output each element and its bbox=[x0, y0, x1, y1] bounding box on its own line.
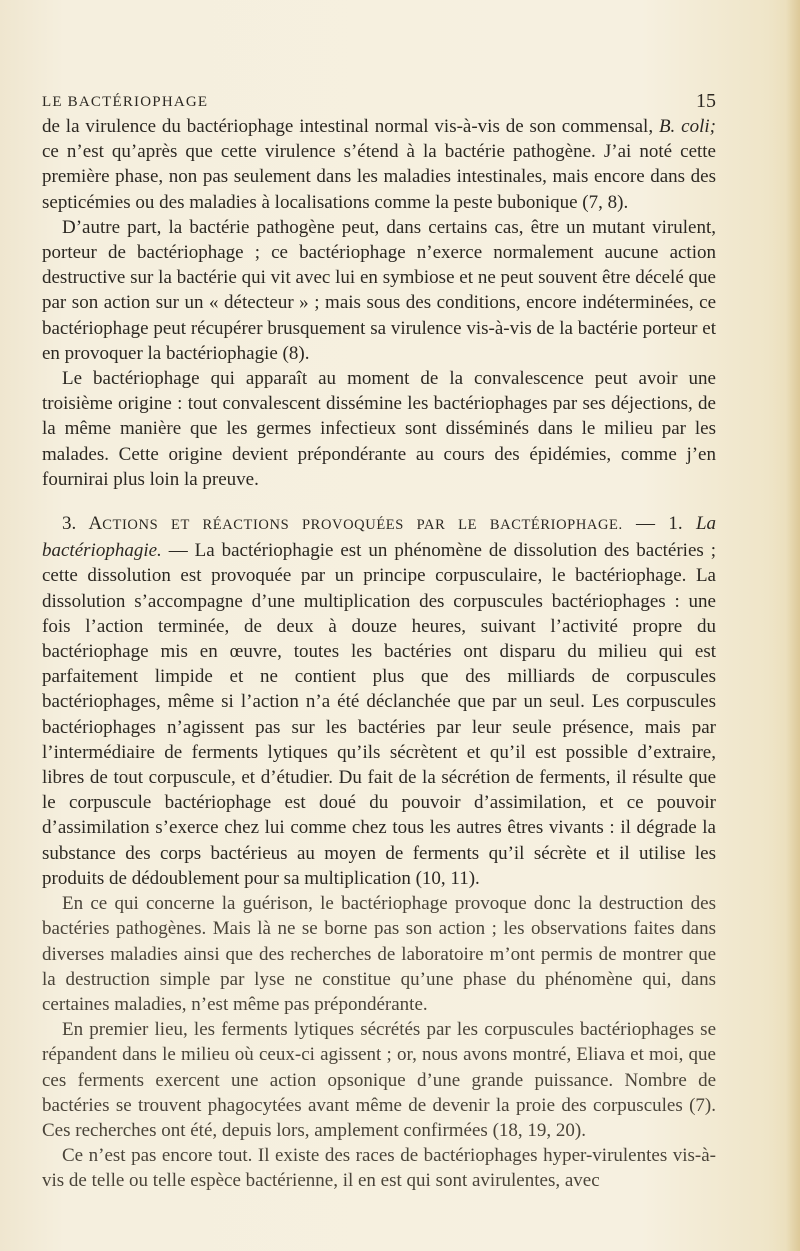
page-header bbox=[42, 92, 716, 114]
paragraph-1-text-cont: ce n’est qu’après que cette virulence s’étend à la bactérie pathogène. J’ai noté cette première phase, non pas seulement dans les maladies intestinales, mais encore dans des septicémies ou des maladies à localisations comme la peste bubonique (7, 8). bbox=[42, 141, 716, 213]
section-3-paragraph bbox=[42, 511, 716, 891]
section-heading-initial: A bbox=[88, 513, 103, 535]
section-3-text: — La bactériophagie est un phénomène de dissolution des bactéries ; cette dissolution est provoquée par un principe corpusculaire, le bactériophage. La dissolution s’accompagne d’une multiplication des corpuscules bactériophages : une fois l’action terminée, de deux à douze heures, suivant l’activité propre du bactériophage mis en œuvre, toutes les bactéries ont disparu du milieu qui est parfaitement limpide et ne contient plus que des milliards de corpuscules bactériophages, même si l’action n’a été déclanchée que par un seul. Les corpuscules bactériophages n’agissent pas sur les bactéries par leur seule présence, mais par l’intermédiaire de ferments lytiques qu’ils sécrètent et qu’il est possible d’extraire, libres de tout corpuscule, et d’étudier. Du fait de la sécrétion de ferments, il résulte que le corpuscule bactériophage est doué du pouvoir d’assimilation, et ce pouvoir d’assimilation s’exerce chez lui comme chez tous les autres êtres vivants : il dégrade la substance des corps bactérieus au moyen de ferments qu’il sécrète et il utilise les produits de dédoublement pour sa multiplication (10, 11). bbox=[42, 540, 716, 889]
section-heading: CTIONS ET RÉACTIONS PROVOQUÉES PAR LE BACTÉRIOPHAGE. bbox=[102, 517, 623, 534]
paragraph-2: D’autre part, la bactérie pathogène peut, dans certains cas, être un mutant virulent, porteur de bactériophage ; ce bactériophage n’exerce normalement aucune action destructive sur la bactérie qui vit avec lui en symbiose et ne peut souvent être décelé que par son action sur un « détecteur » ; mais sous des conditions, encore indéterminées, ce bactériophage peut récupérer brusquement sa virulence vis-à-vis de la bactérie porteur et en provoquer la bactériophagie (8). bbox=[42, 216, 716, 364]
section-number: 3. bbox=[62, 513, 89, 535]
paragraph-3: Le bactériophage qui apparaît au moment de la convalescence peut avoir une troisième origine : tout convalescent dissémine les bactériophages par ses déjections, de la même manière que les germes infectieux sont disséminés dans le milieu par les malades. Cette origine devient prépondérante au cours des épidémies, comme j’en fournirai plus loin la preuve. bbox=[42, 368, 716, 490]
paragraph-6: En premier lieu, les ferments lytiques sécrétés par les corpuscules bactériophages se répandent dans le milieu où ceux-ci agissent ; or, nous avons montré, Eliava et moi, que ces ferments exercent une action opsonique d’une grande puissance. Nombre de bactéries se trouvent phagocytées avant même de devenir la proie des corpuscules (7). Ces recherches ont été, depuis lors, amplement confirmées (18, 19, 20). bbox=[42, 1019, 716, 1141]
running-head: LE BACTÉRIOPHAGE bbox=[42, 94, 209, 110]
page-number: 15 bbox=[696, 90, 716, 112]
paragraph-1 bbox=[42, 114, 716, 215]
subsection-number: — 1. bbox=[622, 513, 696, 535]
subsection-heading: La bactériophagie. bbox=[42, 513, 717, 562]
page-edge-shadow bbox=[786, 0, 800, 1251]
paragraph-5: En ce qui concerne la guérison, le bactériophage provoque donc la destruction des bactéries pathogènes. Mais là ne se borne pas son action ; les observations faites dans diverses maladies ainsi que des recherches de laboratoire m’ont permis de montrer que la destruction simple par lyse ne constitue qu’une phase du phénomène qui, dans certaines maladies, n’est même pas prépondérante. bbox=[42, 893, 716, 1015]
species-name: B. coli; bbox=[658, 116, 716, 137]
body-text bbox=[42, 114, 716, 1194]
paragraph-1-text: de la virulence du bactériophage intestinal normal vis-à-vis de son commensal, bbox=[42, 116, 659, 137]
paragraph-7: Ce n’est pas encore tout. Il existe des races de bactériophages hyper-virulentes vis-à-vis de telle ou telle espèce bactérienne, il en est qui sont avirulentes, avec bbox=[42, 1145, 716, 1192]
